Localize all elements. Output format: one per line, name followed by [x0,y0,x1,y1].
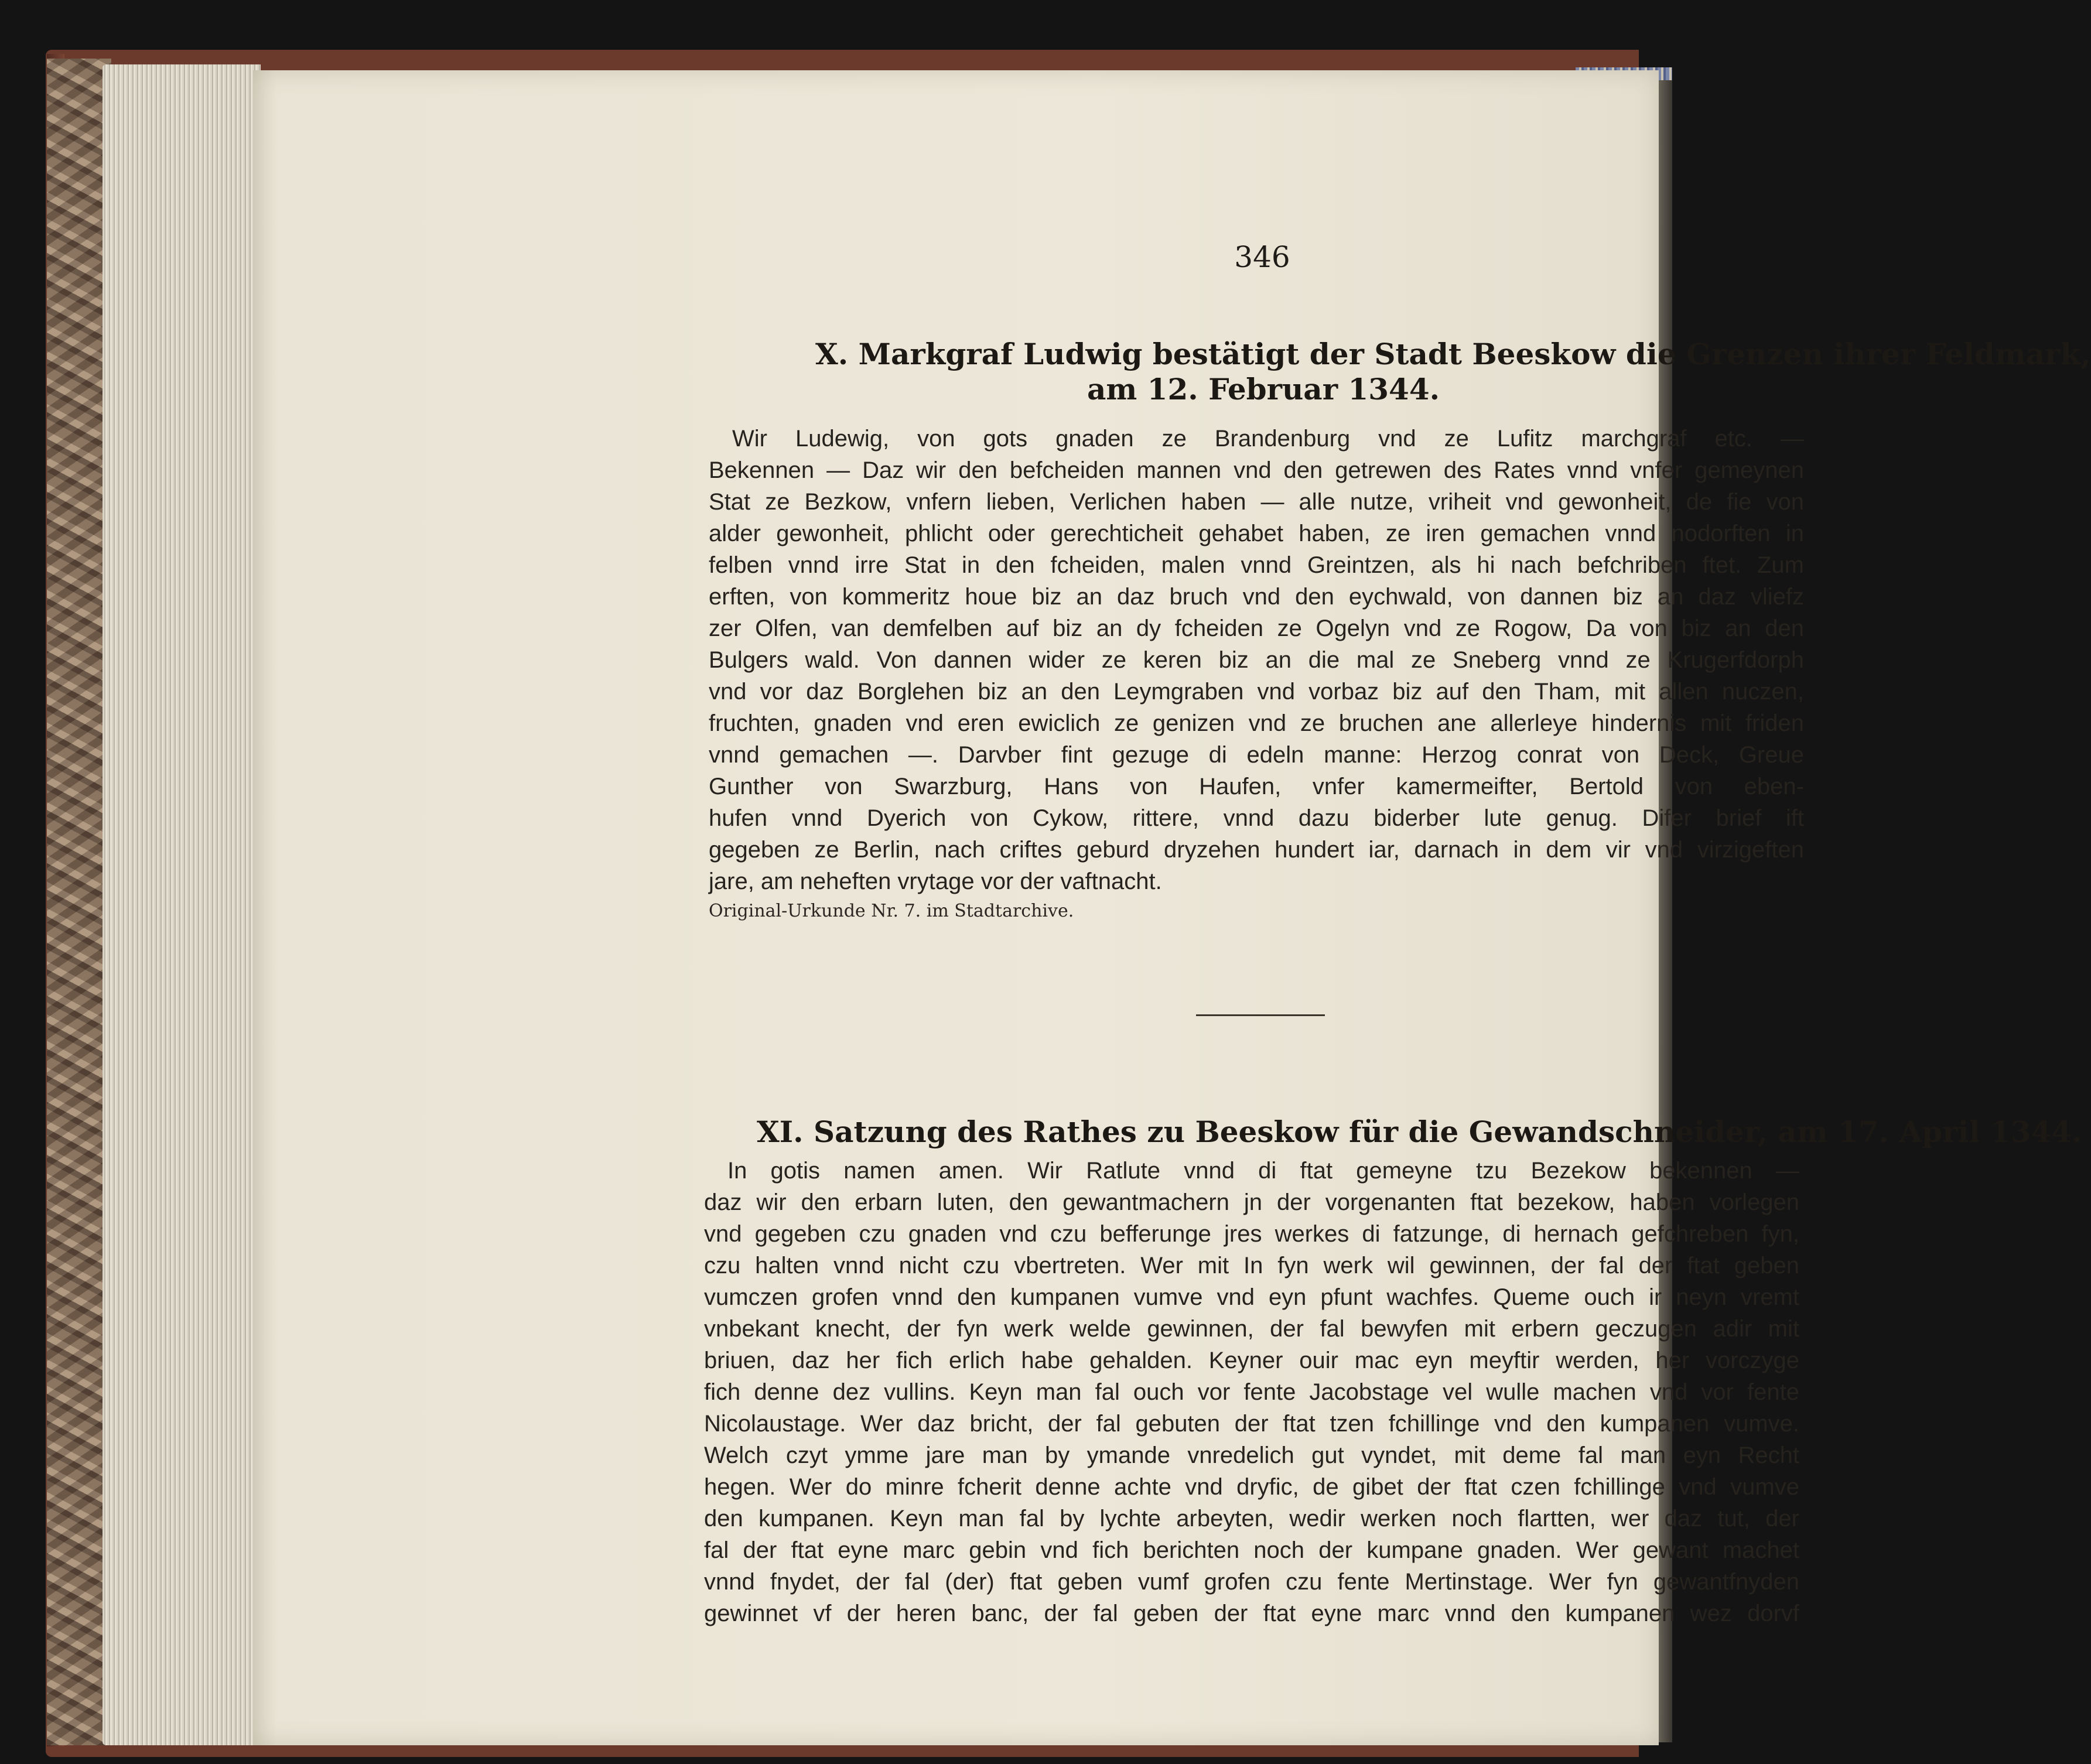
text-line: hegen. Wer do minre fcherit denne achte vnd dryfic, de gibet der ftat czen fchillinge vnd vumve [704,1474,1799,1500]
text-line: vnd gegeben czu gnaden vnd czu befferunge jres werkes di fatzunge, di hernach gefchreben fyn, [704,1221,1799,1247]
text-line: gegeben ze Berlin, nach criftes geburd dryzehen hundert iar, darnach in dem vir vnd virzigeften [709,837,1804,863]
section-divider [1196,1014,1325,1016]
text-line: vnbekant knecht, der fyn werk welde gewinnen, der fal bewyfen mit erbern geczugen adir mit [704,1316,1799,1342]
text-line: zer Olfen, van demfelben auf biz an dy fcheiden ze Ogelyn vnd ze Rogow, Da von biz an den [709,616,1804,641]
source-note: Original-Urkunde Nr. 7. im Stadtarchive. [709,901,1074,921]
text-line: Stat ze Bezkow, vnfern lieben, Verlichen haben — alle nutze, vriheit vnd gewonheit, de fie von [709,489,1804,515]
text-line: vnd vor daz Borglehen biz an den Leymgraben vnd vorbaz biz auf den Tham, mit allen nuczen, [709,679,1804,705]
text-line: den kumpanen. Keyn man fal by lychte arbeyten, wedir werken noch flartten, wer daz tut, der [704,1506,1799,1531]
text-line: briuen, daz her fich erlich habe gehalden. Keyner ouir mac eyn meyftir werden, her vorczyge [704,1348,1799,1373]
section-xi-body [704,1155,1799,1741]
text-line: Welch czyt ymme jare man by ymande vnredelich gut vyndet, mit deme fal man eyn Recht [704,1442,1799,1468]
text-line: Wir Ludewig, von gots gnaden ze Brandenburg vnd ze Lufitz marchgraf etc. — [732,426,1804,452]
text-line: Bulgers wald. Von dannen wider ze keren biz an die mal ze Sneberg vnnd ze Krugerfdorph [709,647,1804,673]
text-line: fich denne dez vullins. Keyn man fal ouch vor fente Jacobstage vel wulle machen vnd vor fente [704,1379,1799,1405]
page-stack-edge [102,64,261,1745]
text-line: Gunther von Swarzburg, Hans von Haufen, vnfer kamermeifter, Bertold von eben- [709,774,1804,799]
text-line: alder gewonheit, phlicht oder gerechticheit gehabet haben, ze iren gemachen vnnd nodorften in [709,521,1804,546]
text-line: erften, von kommeritz houe biz an daz bruch vnd den eychwald, von dannen biz an daz vliefz [709,584,1804,610]
text-line: vnnd fnydet, der fal (der) ftat geben vumf grofen czu fente Mertinstage. Wer fyn gewantfnyden [704,1569,1799,1595]
book-page [253,70,2091,1745]
text-line: vnnd gemachen —. Darvber fint gezuge di edeln manne: Herzog conrat von Deck, Greue [709,742,1804,768]
text-line: jare, am neheften vrytage vor der vaftnacht. [709,869,1162,894]
text-line: fruchten, gnaden vnd eren ewiclich ze genizen vnd ze bruchen ane allerleye hindernis mit friden [709,710,1804,736]
text-line: gewinnet vf der heren banc, der fal geben der ftat eyne marc vnnd den kumpanen wez dorvf [704,1601,1799,1626]
text-line: hufen vnnd Dyerich von Cykow, rittere, vnnd dazu biderber lute genug. Difer brief ift [709,805,1804,831]
page-number: 346 [1234,240,1290,274]
section-x-title-line1: X. Markgraf Ludwig bestätigt der Stadt Beeskow die Grenzen ihrer Feldmark, [815,337,2091,371]
marbled-endpaper [47,59,111,1745]
section-xi-title: XI. Satzung des Rathes zu Beeskow für die Gewandschneider, am 17. April 1344. [757,1115,2082,1149]
text-line: felben vnnd irre Stat in den fcheiden, malen vnnd Greintzen, als hi nach befchriben ftet. Zum [709,552,1804,578]
text-line: Bekennen — Daz wir den befcheiden mannen vnd den getrewen des Rates vnnd vnfer gemeynen [709,457,1804,483]
text-line: Nicolaustage. Wer daz bricht, der fal gebuten der ftat tzen fchillinge vnd den kumpanen vumve. [704,1411,1799,1437]
section-x-body [709,423,1804,894]
text-line: fal der ftat eyne marc gebin vnd fich berichten noch der kumpane gnaden. Wer gewant machet [704,1537,1799,1563]
text-line: In gotis namen amen. Wir Ratlute vnnd di ftat gemeyne tzu Bezekow bekennen — [727,1158,1799,1184]
section-x-title-line2: am 12. Februar 1344. [1086,372,1440,406]
text-line: daz wir den erbarn luten, den gewantmachern jn der vorgenanten ftat bezekow, haben vorlegen [704,1189,1799,1215]
text-line: vumczen grofen vnnd den kumpanen vumve vnd eyn pfunt wachfes. Queme ouch ir neyn vremt [704,1284,1799,1310]
text-line: czu halten vnnd nicht czu vbertreten. Wer mit In fyn werk wil gewinnen, der fal der ftat geben [704,1253,1799,1278]
